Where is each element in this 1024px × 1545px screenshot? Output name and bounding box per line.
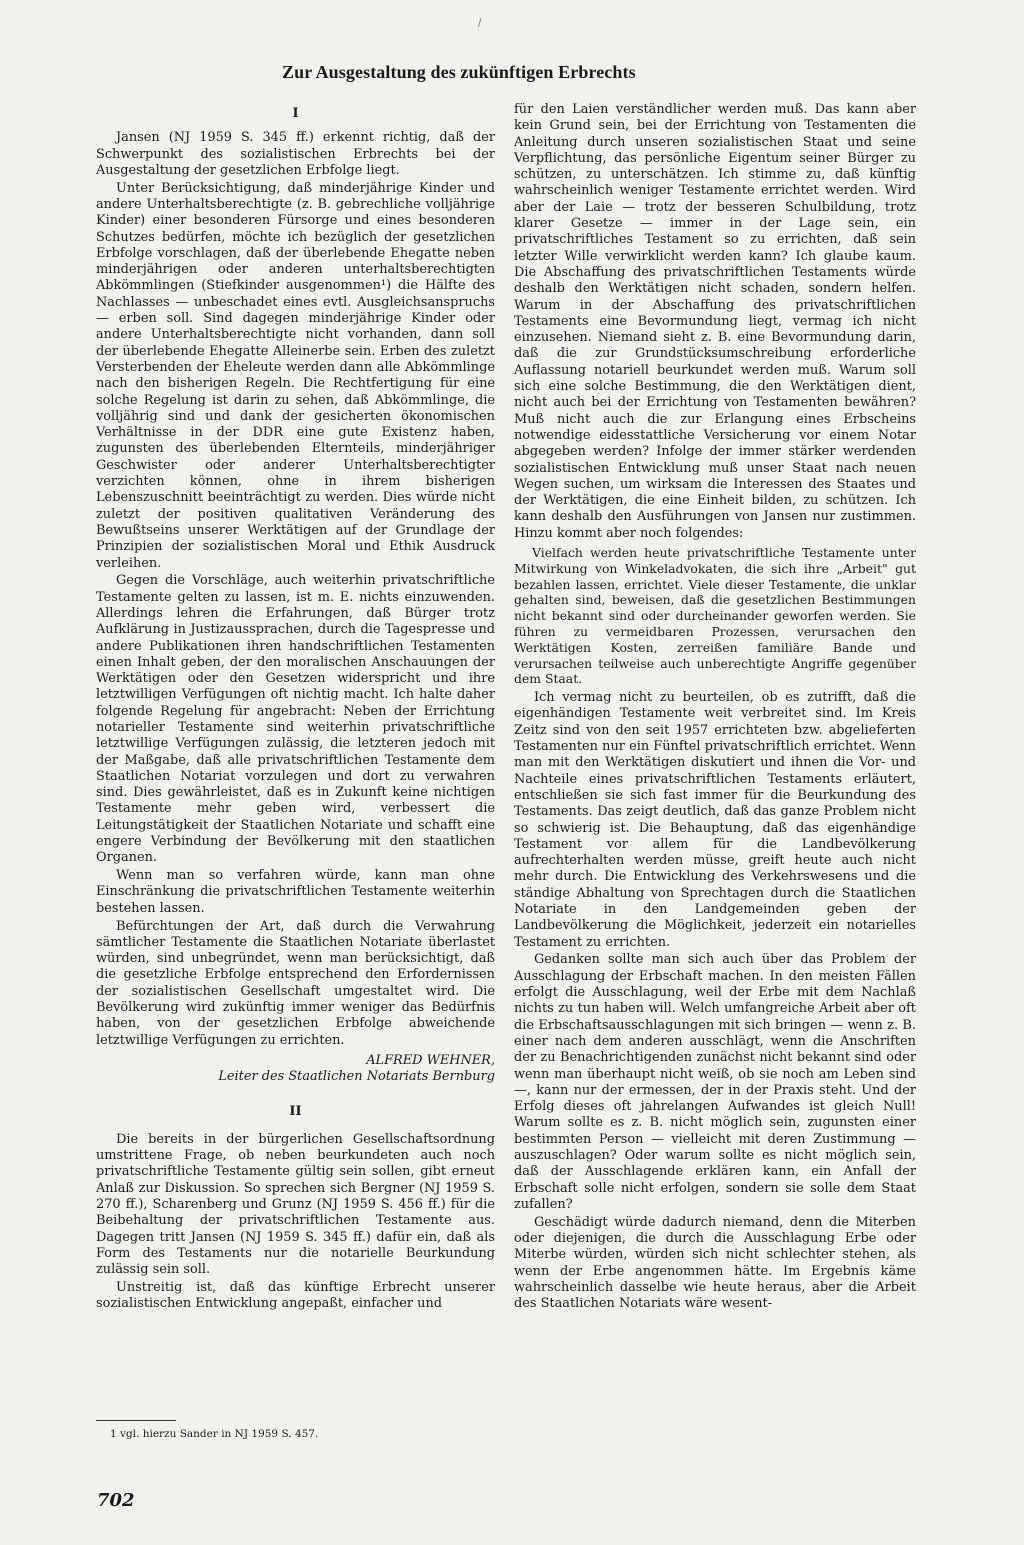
section-heading-1: I: [292, 106, 299, 121]
right-column: [514, 102, 916, 1314]
paragraph: für den Laien verständlicher werden muß. Das kann aber kein Grund sein, bei der Errichtung von Testamenten die Anleitung durch unseren sozialistischen Staat und seine Verpflichtung, das persönliche Eigentum seiner Bürger zu schützen, zu unterschätzen. Ich stimme zu, daß künftig wahrscheinlich weniger Testamente errichtet werden. Wird aber der Laie — trotz der besseren Schulbildung, trotz klarer Gesetze — immer in der Lage sein, ein privatschriftliches Testament so zu errichten, daß sein letzter Wille verwirklicht werden kann? Ich glaube kaum. Die Abschaffung des privatschriftlichen Testaments würde deshalb den Werktätigen nicht schaden, sondern helfen. Warum in der Abschaffung des privatschriftlichen Testaments eine Bevormundung liegt, vermag ich nicht einzusehen. Niemand sieht z. B. eine Bevormundung darin, daß die zur Grundstücksumschreibung erforderliche Auflassung notariell beurkundet werden muß. Warum soll sich eine solche Bestimmung, die den Werktätigen dient, nicht auch bei der Errichtung von Testamenten bewähren? Muß nicht auch die zur Erlangung eines Erbscheins notwendige eidesstattliche Versicherung vor einem Notar abgegeben werden? Infolge der immer stärker werdenden sozialistischen Entwicklung muß unser Staat nach neuen Wegen suchen, um wirksam die Interessen des Staates und der Werktätigen, die eine Einheit bilden, zu schützen. Ich kann deshalb den Ausführungen von Jansen nur zustimmen. Hinzu kommt aber noch folgendes:: [514, 102, 916, 541]
footnote-divider: [96, 1420, 176, 1421]
page-title: Zur Ausgestaltung des zukünftigen Erbrechts: [282, 62, 636, 82]
author-role: Leiter des Staatlichen Notariats Bernburg: [218, 1069, 495, 1085]
paragraph: Die bereits in der bürgerlichen Gesellschaftsordnung umstrittene Frage, ob neben beurkundeten auch noch privatschriftliche Testamente gültig sein sollen, gibt erneut Anlaß zur Diskussion. So sprechen sich Bergner (NJ 1959 S. 270 ff.), Scharenberg und Grunz (NJ 1959 S. 456 ff.) für die Beibehaltung der privatschriftlichen Testamente aus. Dagegen tritt Jansen (NJ 1959 S. 345 ff.) dafür ein, daß als Form des Testaments nur die notarielle Beurkundung zulässig sein soll.: [96, 1131, 495, 1278]
paragraph: Ich vermag nicht zu beurteilen, ob es zutrifft, daß die eigenhändigen Testamente weit verbreitet sind. Im Kreis Zeitz sind von den seit 1957 errichteten bzw. abgelieferten Testamenten nur ein Fünftel privatschriftlich errichtet. Wenn man mit den Werktätigen diskutiert und ihnen die Vor- und Nachteile eines privatschriftlichen Testaments erläutert, entschließen sie sich fast immer für die Beurkundung des Testaments. Das zeigt deutlich, daß das ganze Problem nicht so schwierig ist. Die Behauptung, daß das eigenhändige Testament vor allem für die Landbevölkerung aufrechterhalten werden müsse, greift heute auch nicht mehr durch. Die Entwicklung des Verkehrswesens und die ständige Abhaltung von Sprechtagen durch die Staatlichen Notariate in den Landgemeinden geben der Landbevölkerung die Möglichkeit, jederzeit ein notarielles Testament zu errichten.: [514, 690, 916, 950]
paragraph: Gegen die Vorschläge, auch weiterhin privatschriftliche Testamente gelten zu lassen, ist m. E. nichts einzuwenden. Allerdings lehren die Erfahrungen, daß Bürger trotz Aufklärung in Justizaussprachen, durch die Tagespresse und andere Publikationen ihren handschriftlichen Testamenten einen Inhalt geben, der den moralischen Anschauungen der Werktätigen oder den Gesetzen widerspricht und ihre letztwilligen Verfügungen oft nichtig macht. Ich halte daher folgende Regelung für angebracht: Neben der Errichtung notarieller Testamente sind weiterhin privatschriftliche letztwillige Verfügungen zulässig, die letzteren jedoch mit der Maßgabe, daß alle privatschriftlichen Testamente dem Staatlichen Notariat vorzulegen und dort zu verwahren sind. Dies gewährleistet, daß es in Zukunft keine nichtigen Testamente mehr geben wird, verbessert die Leitungstätigkeit der Staatlichen Notariate und schafft eine engere Verbindung der Bevölkerung mit den staatlichen Organen.: [96, 573, 495, 866]
paragraph: Wenn man so verfahren würde, kann man ohne Einschränkung die privatschriftlichen Testamente weiterhin bestehen lassen.: [96, 868, 495, 916]
paragraph: Gedanken sollte man sich auch über das Problem der Ausschlagung der Erbschaft machen. In den meisten Fällen erfolgt die Ausschlagung, weil der Erbe mit dem Nachlaß nichts zu tun haben will. Welch umfangreiche Arbeit aber oft die Erbschaftsausschlagungen mit sich bringen — wenn z. B. einer nach dem anderen ausschlägt, wenn die Anschriften der zu Benachrichtigenden zunächst nicht bekannt sind oder wenn man überhaupt nicht weiß, ob sie noch am Leben sind —, kann nur der ermessen, der in der Praxis steht. Und der Erfolg dieses oft jahrelangen Aufwandes ist gleich Null! Warum sollte es z. B. nicht möglich sein, zugunsten einer bestimmten Person — vielleicht mit deren Zustimmung — auszuschlagen? Oder warum sollte es nicht möglich sein, daß der Ausschlagende erklären kann, ein Anfall der Erbschaft solle nicht erfolgen, sondern sie solle dem Staat zufallen?: [514, 952, 916, 1212]
paragraph: Geschädigt würde dadurch niemand, denn die Miterben oder diejenigen, die durch die Ausschlagung Erbe oder Miterbe würden, würden sich nicht schlechter stehen, als wenn der Erbe angenommen hätte. Im Ergebnis käme wahrscheinlich dasselbe wie heute heraus, aber die Arbeit des Staatlichen Notariats wäre wesent-: [514, 1214, 916, 1312]
quoted-paragraph: Vielfach werden heute privatschriftliche Testamente unter Mitwirkung von Winkeladvokaten, die sich ihre „Arbeit" gut bezahlen lassen, errichtet. Viele dieser Testamente, die unklar gehalten sind, beweisen, daß die gesetzlichen Bestimmungen nicht bekannt sind oder durcheinander geworfen werden. Sie führen zu vermeidbaren Prozessen, verursachen den Werktätigen Kosten, zerreißen familiäre Bande und verursachen teilweise auch unberechtigte Angriffe gegenüber dem Staat.: [514, 545, 916, 687]
paragraph: Unstreitig ist, daß das künftige Erbrecht unserer sozialistischen Entwicklung angepaßt, einfacher und: [96, 1279, 495, 1312]
stray-mark: /: [478, 18, 482, 29]
footnote: 1 vgl. hierzu Sander in NJ 1959 S. 457.: [110, 1428, 319, 1440]
left-column: [96, 104, 495, 1314]
paragraph: Unter Berücksichtigung, daß minderjährige Kinder und andere Unterhaltsberechtigte (z. B. gebrechliche volljährige Kinder) einer besonderen Fürsorge und eines besonderen Schutzes bedürfen, möchte ich bezüglich der gesetzlichen Erbfolge vorschlagen, daß der überlebende Ehegatte neben minderjährigen oder anderen unterhaltsberechtigten Abkömmlingen (Stiefkinder ausgenommen¹) die Hälfte des Nachlasses — unbeschadet eines evtl. Ausgleichsanspruchs — erben soll. Sind dagegen minderjährige Kinder oder andere Unterhaltsberechtigte nicht vorhanden, dann soll der überlebende Ehegatte Alleinerbe sein. Erben des zuletzt Versterbenden der Eheleute werden dann alle Abkömmlinge nach den bisherigen Regeln. Die Rechtfertigung für eine solche Regelung ist darin zu sehen, daß Abkömmlinge, die volljährig sind und dank der gesicherten ökonomischen Verhältnisse in der DDR eine gute Existenz haben, zugunsten des überlebenden Elternteils, minderjähriger Geschwister oder anderer Unterhaltsberechtigter verzichten können, ohne in ihrem bisherigen Lebenszuschnitt beeinträchtigt zu werden. Dies würde nicht zuletzt der positiven qualitativen Veränderung des Bewußtseins unserer Werktätigen auf der Grundlage der Prinzipien der sozialistischen Moral und Ethik Ausdruck verleihen.: [96, 180, 495, 571]
paragraph: Befürchtungen der Art, daß durch die Verwahrung sämtlicher Testamente die Staatlichen Notariate überlastet würden, sind unbegründet, wenn man berücksichtigt, daß die gesetzliche Erbfolge entsprechend den Erfordernissen der sozialistischen Gesellschaft umgestaltet wird. Die Bevölkerung wird zukünftig immer weniger das Bedürfnis haben, von der gesetzlichen Erbfolge abweichende letztwillige Verfügungen zu errichten.: [96, 918, 495, 1048]
author-name: ALFRED WEHNER,: [366, 1052, 495, 1068]
paragraph: Jansen (NJ 1959 S. 345 ff.) erkennt richtig, daß der Schwerpunkt des sozialistischen Erbrechts bei der Ausgestaltung der gesetzlichen Erbfolge liegt.: [96, 130, 495, 178]
page-number: 702: [97, 1490, 135, 1511]
section-heading-2: II: [289, 1103, 302, 1119]
